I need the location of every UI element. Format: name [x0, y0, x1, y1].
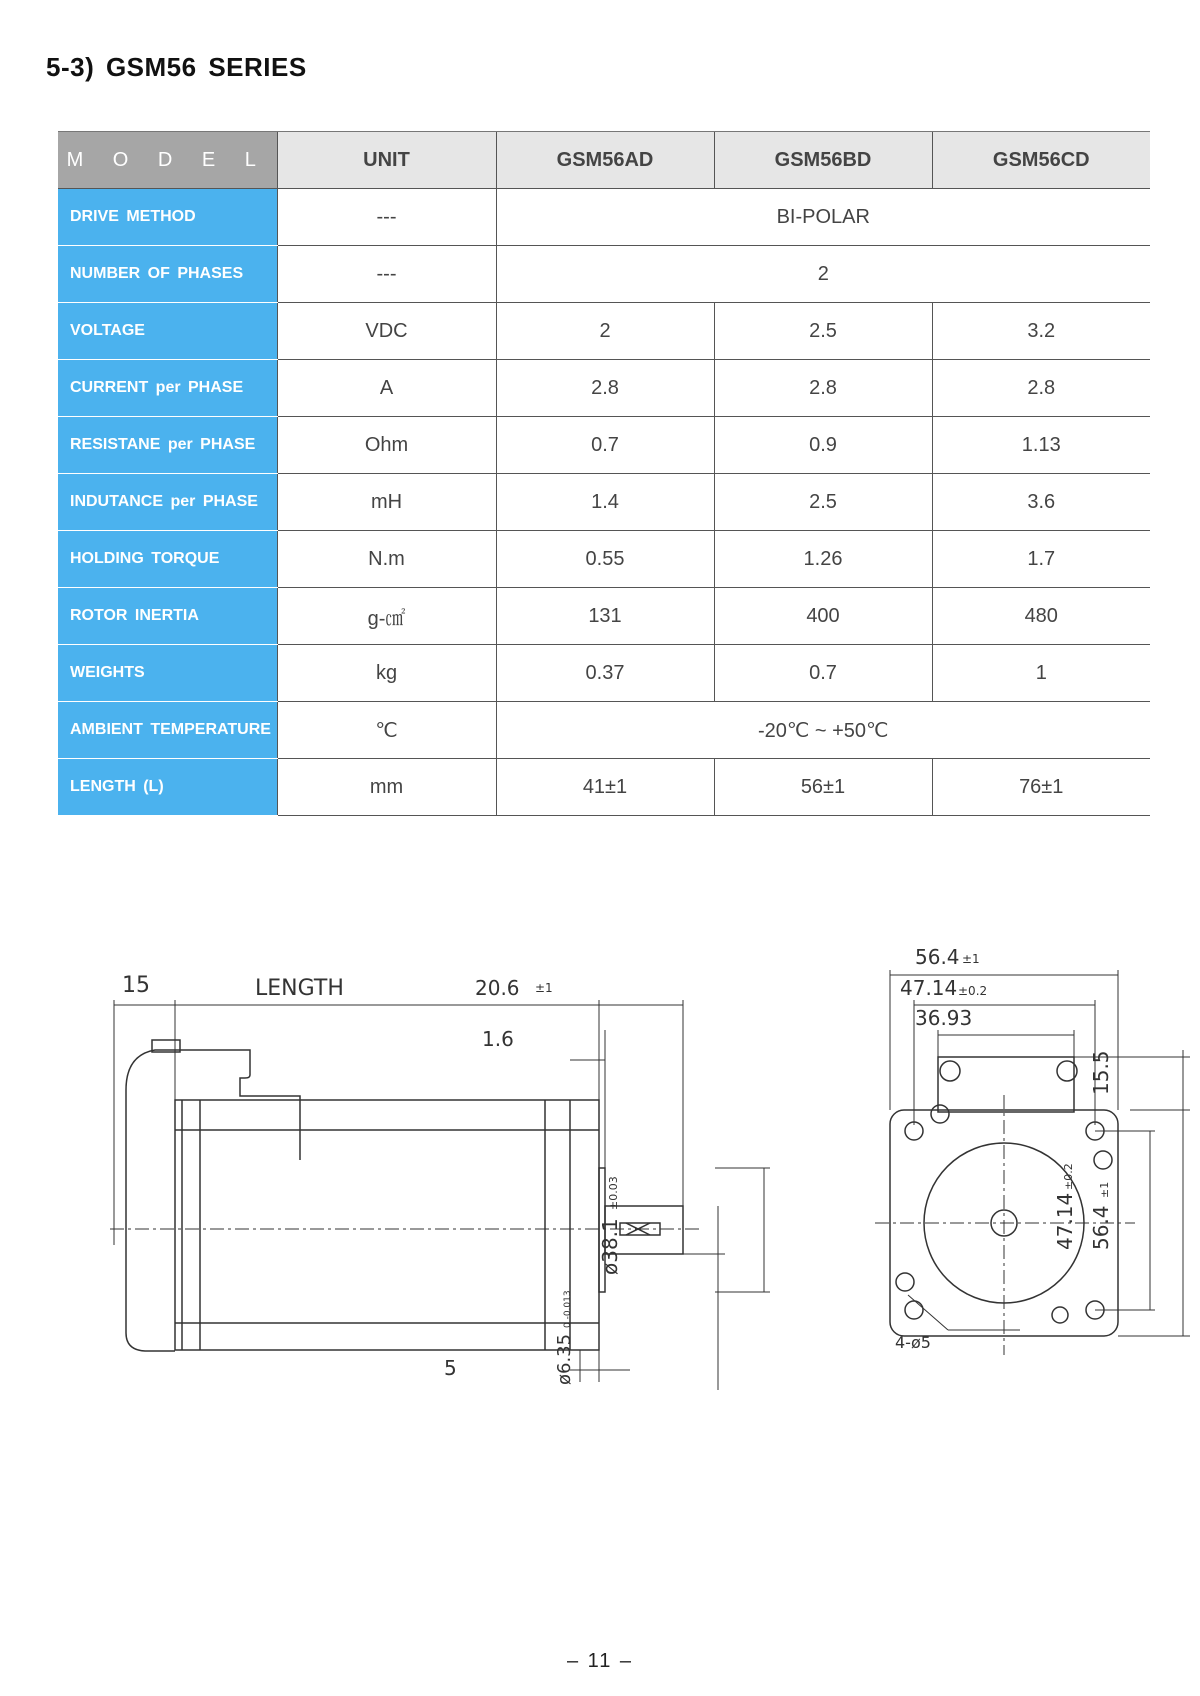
table-row [58, 474, 1150, 531]
dim-6-35-tol: 0 -0.013 [563, 1290, 573, 1328]
row-value: 56±1 [714, 759, 932, 816]
row-unit: --- [277, 189, 496, 246]
row-value: 41±1 [496, 759, 714, 816]
row-label: NUMBER OF PHASES [58, 246, 277, 303]
row-value: 1.4 [496, 474, 714, 531]
dim-56-4-v-label: 56.4 [1089, 1205, 1113, 1250]
row-label: HOLDING TORQUE [58, 531, 277, 588]
row-value: 1.26 [714, 531, 932, 588]
header-gsm56bd: GSM56BD [714, 132, 932, 189]
table-row [58, 759, 1150, 816]
row-value-all-models: -20℃ ~ +50℃ [496, 702, 1150, 759]
table-header-row [58, 132, 1150, 189]
dim-6-35-label: ø6.35 [554, 1333, 575, 1385]
row-unit: VDC [277, 303, 496, 360]
row-value: 2.5 [714, 474, 932, 531]
dim-56-4-label: 56.4 [915, 945, 960, 969]
row-value: 3.2 [932, 303, 1150, 360]
row-unit: g-㎠ [277, 588, 496, 645]
table-row [58, 645, 1150, 702]
table-row [58, 417, 1150, 474]
row-value: 1.7 [932, 531, 1150, 588]
spec-table [58, 131, 1150, 816]
dim-56-4-tol: ±1 [962, 952, 980, 966]
section-title: 5-3) GSM56 SERIES [46, 52, 307, 82]
table-row [58, 702, 1150, 759]
row-unit: ℃ [277, 702, 496, 759]
row-value: 3.6 [932, 474, 1150, 531]
row-unit: mm [277, 759, 496, 816]
row-label: CURRENT per PHASE [58, 360, 277, 417]
row-value: 76±1 [932, 759, 1150, 816]
row-label: LENGTH (L) [58, 759, 277, 816]
row-label: ROTOR INERTIA [58, 588, 277, 645]
header-gsm56cd: GSM56CD [932, 132, 1150, 189]
table-row [58, 531, 1150, 588]
row-value: 0.55 [496, 531, 714, 588]
row-value: 0.37 [496, 645, 714, 702]
row-label: WEIGHTS [58, 645, 277, 702]
row-value: 0.7 [714, 645, 932, 702]
dim-47-14-v-tol: ±0.2 [1062, 1163, 1075, 1190]
row-value: 1.13 [932, 417, 1150, 474]
header-unit: UNIT [277, 132, 496, 189]
table-row [58, 360, 1150, 417]
dim-47-14-v-label: 47.14 [1053, 1192, 1077, 1250]
row-value: 2.8 [496, 360, 714, 417]
header-model: M O D E L [58, 132, 277, 189]
row-value: 0.9 [714, 417, 932, 474]
table-row [58, 246, 1150, 303]
row-unit: Ohm [277, 417, 496, 474]
holes-label: 4-ø5 [895, 1333, 931, 1352]
row-value: 2.8 [932, 360, 1150, 417]
row-unit: mH [277, 474, 496, 531]
row-value: 1 [932, 645, 1150, 702]
row-unit: N.m [277, 531, 496, 588]
table-row [58, 303, 1150, 360]
row-label: RESISTANE per PHASE [58, 417, 277, 474]
table-row [58, 189, 1150, 246]
dim-36-93-label: 36.93 [915, 1006, 973, 1030]
row-value: 480 [932, 588, 1150, 645]
row-value: 0.7 [496, 417, 714, 474]
row-unit: A [277, 360, 496, 417]
motor-dimension-drawing [100, 945, 1120, 1510]
row-value: 131 [496, 588, 714, 645]
dim-38-1-label: ø38.1 [598, 1218, 622, 1275]
dim-47-14-label: 47.14 [900, 976, 958, 1000]
row-value-all-models: BI-POLAR [496, 189, 1150, 246]
row-unit: --- [277, 246, 496, 303]
row-value: 2 [496, 303, 714, 360]
dim-5-label: 5 [444, 1356, 457, 1380]
dim-47-14-tol: ±0.2 [958, 984, 988, 998]
dim-56-4-v-tol: ±1 [1098, 1181, 1111, 1198]
header-gsm56ad: GSM56AD [496, 132, 714, 189]
row-label: AMBIENT TEMPERATURE [58, 702, 277, 759]
dim-length-label: LENGTH [255, 976, 344, 1001]
dim-20-6-label: 20.6 [475, 976, 520, 1000]
dim-15-5-label: 15.5 [1089, 1050, 1113, 1095]
row-value: 2.5 [714, 303, 932, 360]
dim-20-6-tol: ±1 [535, 981, 553, 995]
page-number: – 11 – [566, 1650, 634, 1672]
row-label: VOLTAGE [58, 303, 277, 360]
row-value-all-models: 2 [496, 246, 1150, 303]
dim-15-label: 15 [122, 973, 150, 998]
row-label: INDUTANCE per PHASE [58, 474, 277, 531]
dim-38-1-tol: ±0.03 [607, 1176, 620, 1210]
table-body [58, 189, 1150, 816]
row-value: 2.8 [714, 360, 932, 417]
row-unit: kg [277, 645, 496, 702]
row-label: DRIVE METHOD [58, 189, 277, 246]
dim-1-6-label: 1.6 [482, 1027, 514, 1051]
table-row [58, 588, 1150, 645]
row-value: 400 [714, 588, 932, 645]
